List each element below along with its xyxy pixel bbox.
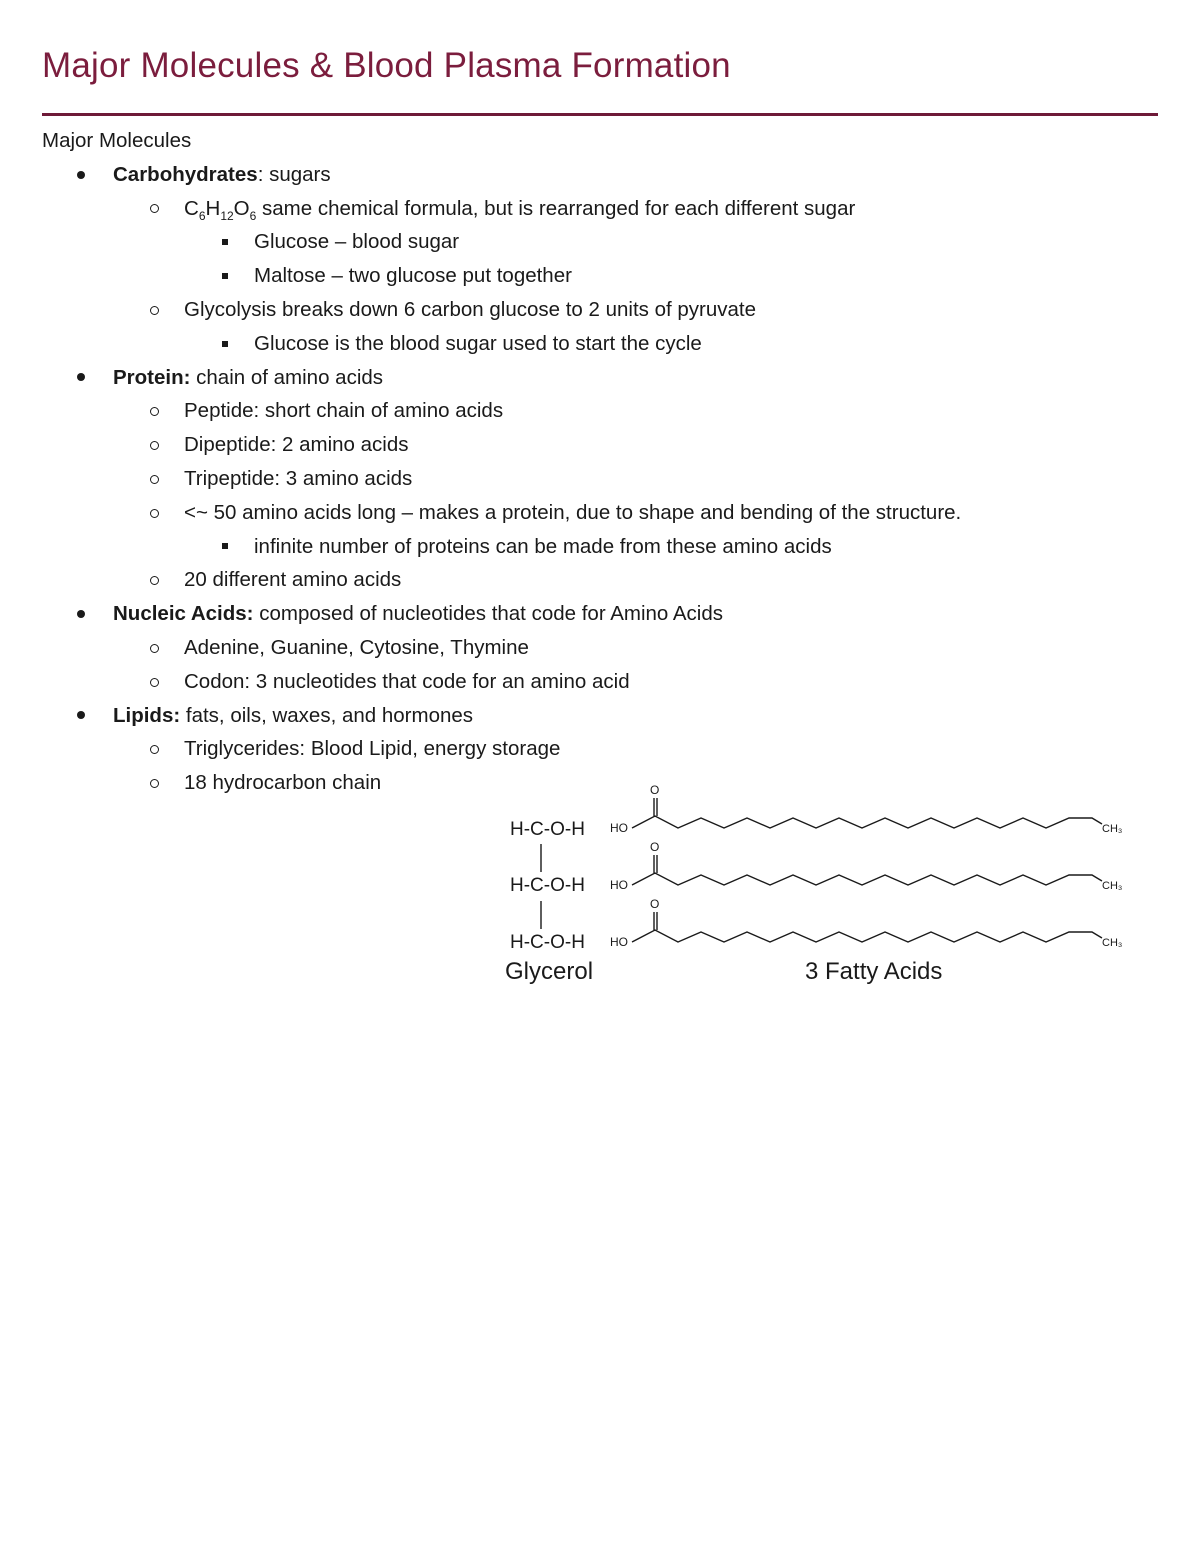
ch3-label-1: CH₃: [1102, 823, 1123, 835]
carbonyl-o-3: O: [650, 897, 660, 911]
bullet-dot-icon: [74, 361, 88, 395]
bullet-circle-icon: [145, 665, 163, 699]
list-item: Glycolysis breaks down 6 carbon glucose to 2 units of pyruvate: [42, 293, 1152, 327]
fatty-acid-chain-1: [632, 816, 1102, 828]
carbonyl-o-1: O: [650, 783, 660, 797]
list-item: <~ 50 amino acids long – makes a protein, due to shape and bending of the structure.: [42, 496, 1152, 530]
bullet-circle-icon: [145, 496, 163, 530]
bullet-circle-icon: [145, 428, 163, 462]
bullet-square-icon: [218, 225, 232, 259]
bullet-circle-icon: [145, 631, 163, 665]
fatty-acid-chain-3: [632, 930, 1102, 942]
list-item: Glucose is the blood sugar used to start the cycle: [42, 327, 1152, 361]
list-item: Lipids: fats, oils, waxes, and hormones: [42, 699, 1152, 733]
carbonyl-o-2: O: [650, 840, 660, 854]
list-item: Glucose – blood sugar: [42, 225, 1152, 259]
notes-body: [42, 124, 1152, 800]
term-protein: Protein:: [113, 365, 191, 389]
glycerol-row-3: H-C-O-H: [510, 932, 585, 953]
glycerol-label: Glycerol: [505, 958, 594, 985]
list-item: 20 different amino acids: [42, 563, 1152, 597]
list-item: Peptide: short chain of amino acids: [42, 394, 1152, 428]
list-item: 18 hydrocarbon chain: [42, 766, 1152, 800]
title-divider: [42, 113, 1158, 116]
term-nucleic-acids: Nucleic Acids:: [113, 602, 254, 626]
bullet-circle-icon: [145, 394, 163, 428]
triglyceride-diagram: [496, 778, 1136, 990]
glycerol-row-2: H-C-O-H: [510, 875, 585, 896]
term-lipids: Lipids:: [113, 703, 181, 727]
list-item: Maltose – two glucose put together: [42, 259, 1152, 293]
list-item: Carbohydrates: sugars: [42, 158, 1152, 192]
bullet-square-icon: [218, 530, 232, 564]
bullet-square-icon: [218, 259, 232, 293]
list-item: Triglycerides: Blood Lipid, energy storage: [42, 732, 1152, 766]
list-item: Codon: 3 nucleotides that code for an amino acid: [42, 665, 1152, 699]
bullet-circle-icon: [145, 293, 163, 327]
ho-label-3: HO: [610, 935, 628, 949]
bullet-circle-icon: [145, 732, 163, 766]
list-item: Dipeptide: 2 amino acids: [42, 428, 1152, 462]
bullet-circle-icon: [145, 462, 163, 496]
glycerol-row-1: H-C-O-H: [510, 819, 585, 840]
ch3-label-2: CH₃: [1102, 880, 1123, 892]
list-item: [42, 192, 1152, 226]
list-item: Tripeptide: 3 amino acids: [42, 462, 1152, 496]
bullet-square-icon: [218, 327, 232, 361]
list-item: Nucleic Acids: composed of nucleotides that code for Amino Acids: [42, 597, 1152, 631]
glucose-formula: $C_6H_{12}O_6$ same chemical formula, but is rearranged for each different sugar: [184, 196, 856, 223]
bullet-dot-icon: [74, 158, 88, 192]
ho-label-1: HO: [610, 821, 628, 835]
bullet-circle-icon: [145, 192, 163, 226]
fatty-acid-chain-2: [632, 873, 1102, 885]
section-heading: Major Molecules: [42, 129, 192, 152]
page-title: Major Molecules & Blood Plasma Formation: [42, 46, 731, 85]
list-item: Adenine, Guanine, Cytosine, Thymine: [42, 631, 1152, 665]
term-carbohydrates: Carbohydrates: [113, 162, 258, 186]
bullet-circle-icon: [145, 563, 163, 597]
ch3-label-3: CH₃: [1102, 937, 1123, 949]
bullet-dot-icon: [74, 699, 88, 733]
bullet-circle-icon: [145, 766, 163, 800]
list-item: infinite number of proteins can be made from these amino acids: [42, 530, 1152, 564]
fatty-acids-label: 3 Fatty Acids: [805, 958, 943, 985]
list-item: Protein: chain of amino acids: [42, 361, 1152, 395]
ho-label-2: HO: [610, 878, 628, 892]
bullet-dot-icon: [74, 597, 88, 631]
